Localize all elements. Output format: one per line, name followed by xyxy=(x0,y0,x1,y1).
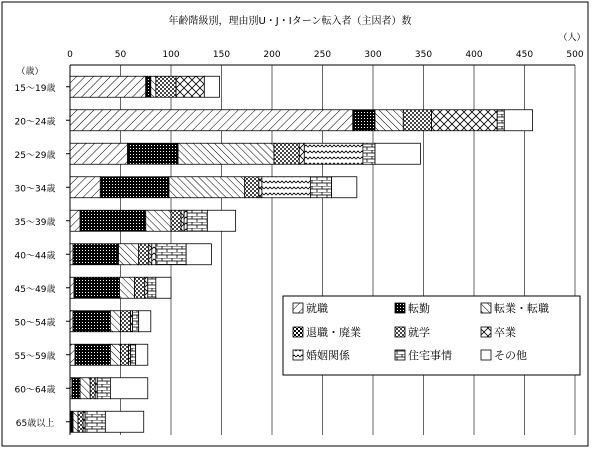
bar-segment xyxy=(139,244,149,265)
legend-swatch xyxy=(481,303,491,313)
bar-segment xyxy=(131,344,136,365)
bar-segment xyxy=(100,177,169,198)
legend-swatch xyxy=(395,303,405,313)
x-tick-label: 450 xyxy=(515,50,534,60)
bar-segment xyxy=(363,143,375,164)
bar-segment xyxy=(145,277,148,298)
bar-segment xyxy=(149,244,152,265)
bar-segment xyxy=(119,277,134,298)
bar-segment xyxy=(136,344,148,365)
bar-segment xyxy=(72,378,80,399)
category-label: 20～24歳 xyxy=(14,117,56,128)
category-label: 55～59歳 xyxy=(14,351,56,362)
bar-segment xyxy=(70,110,353,131)
bar-segment xyxy=(75,344,110,365)
bar-segment xyxy=(310,177,331,198)
bar-segment xyxy=(186,244,211,265)
bar-segment xyxy=(156,277,171,298)
legend-label: 就学 xyxy=(408,326,430,339)
bar-segment xyxy=(274,143,299,164)
bar-segment xyxy=(105,411,143,432)
category-label: 25～29歳 xyxy=(14,150,56,161)
bar-segment xyxy=(90,378,95,399)
bar-segment xyxy=(70,177,100,198)
bar-segment xyxy=(176,76,204,97)
category-axis-label: （歳） xyxy=(16,67,44,77)
legend-label: その他 xyxy=(494,349,527,362)
bar-segment xyxy=(73,311,110,332)
bar-segment xyxy=(80,378,90,399)
bar-segment xyxy=(332,177,357,198)
bar-segment xyxy=(135,277,145,298)
x-tick-label: 350 xyxy=(414,50,433,60)
legend-label: 住宅事情 xyxy=(408,349,452,362)
bar-segment xyxy=(148,277,156,298)
legend-swatch xyxy=(293,350,303,360)
bar-segment xyxy=(70,344,75,365)
unit-label: （人） xyxy=(558,33,586,43)
bar-segment xyxy=(151,76,156,97)
legend-label: 就職 xyxy=(306,302,328,315)
bar-segment xyxy=(110,311,120,332)
bar-segment xyxy=(156,76,176,97)
bar-segment xyxy=(432,110,498,131)
bar-segment xyxy=(97,378,110,399)
legend-swatch xyxy=(293,303,303,313)
bar-segment xyxy=(375,143,420,164)
bar-segment xyxy=(171,210,181,231)
legend-label: 転業・転職 xyxy=(494,302,549,315)
category-label: 15～19歳 xyxy=(14,83,56,94)
bar-segment xyxy=(353,110,375,131)
bar-segment xyxy=(121,311,131,332)
legend-label: 退職・廃業 xyxy=(306,326,361,339)
x-tick-label: 0 xyxy=(67,50,73,60)
bar-segment xyxy=(70,76,146,97)
bar-segment xyxy=(375,110,403,131)
legend-label: 婚姻関係 xyxy=(306,349,350,362)
bar-segment xyxy=(139,311,151,332)
bar-segment xyxy=(504,110,532,131)
bar-segment xyxy=(146,210,171,231)
x-tick-label: 400 xyxy=(465,50,483,60)
category-label: 50～54歳 xyxy=(14,318,56,329)
x-tick-label: 100 xyxy=(162,50,180,60)
bar-segment xyxy=(70,277,74,298)
bar-segment xyxy=(110,344,120,365)
bar-segment xyxy=(403,110,431,131)
bar-segment xyxy=(207,210,235,231)
category-label: 65歳以上 xyxy=(15,418,55,429)
bar-segment xyxy=(169,177,245,198)
legend-swatch xyxy=(395,327,405,337)
bar-segment xyxy=(70,143,128,164)
legend-swatch xyxy=(481,350,491,360)
legend-label: 卒業 xyxy=(494,326,516,339)
bar-segment xyxy=(184,210,187,231)
bar-segment xyxy=(78,411,83,432)
bar-segment xyxy=(118,244,138,265)
chart-title: 年齢階級別，理由別U・J・Iターン転入者（主因者）数 xyxy=(168,16,412,27)
x-tick-label: 150 xyxy=(212,50,231,60)
bar-segment xyxy=(156,244,186,265)
legend-swatch xyxy=(395,350,405,360)
legend-swatch xyxy=(481,327,491,337)
bar-segment xyxy=(181,210,184,231)
bar-segment xyxy=(128,143,179,164)
bar-segment xyxy=(204,76,219,97)
bar-segment xyxy=(74,277,119,298)
x-tick-label: 50 xyxy=(114,50,127,60)
bar-segment xyxy=(178,143,274,164)
legend xyxy=(283,296,580,375)
x-tick-label: 200 xyxy=(263,50,281,60)
x-tick-label: 300 xyxy=(364,50,382,60)
bar-segment xyxy=(497,110,504,131)
bar-segment xyxy=(152,244,156,265)
category-label: 40～44歳 xyxy=(14,251,56,262)
bar-segment xyxy=(85,411,105,432)
bar-segment xyxy=(73,244,118,265)
bar-segment xyxy=(262,177,310,198)
bar-segment xyxy=(121,344,129,365)
legend-swatch xyxy=(293,327,303,337)
bar-segment xyxy=(259,177,262,198)
x-tick-label: 500 xyxy=(566,50,584,60)
legend-label: 転勤 xyxy=(408,302,430,315)
bar-segment xyxy=(80,210,146,231)
x-tick-label: 250 xyxy=(313,50,332,60)
category-label: 35～39歳 xyxy=(14,217,56,228)
bar-segment xyxy=(304,143,363,164)
bar-segment xyxy=(133,311,139,332)
category-label: 60～64歳 xyxy=(14,385,56,396)
category-label: 30～34歳 xyxy=(14,184,56,195)
category-label: 45～49歳 xyxy=(14,284,56,295)
bar-segment xyxy=(245,177,259,198)
bar-segment xyxy=(187,210,207,231)
bar-segment xyxy=(110,378,147,399)
bar-segment xyxy=(70,210,80,231)
bar-segment xyxy=(299,143,304,164)
bar-segment xyxy=(73,411,78,432)
bar-segment xyxy=(146,76,151,97)
